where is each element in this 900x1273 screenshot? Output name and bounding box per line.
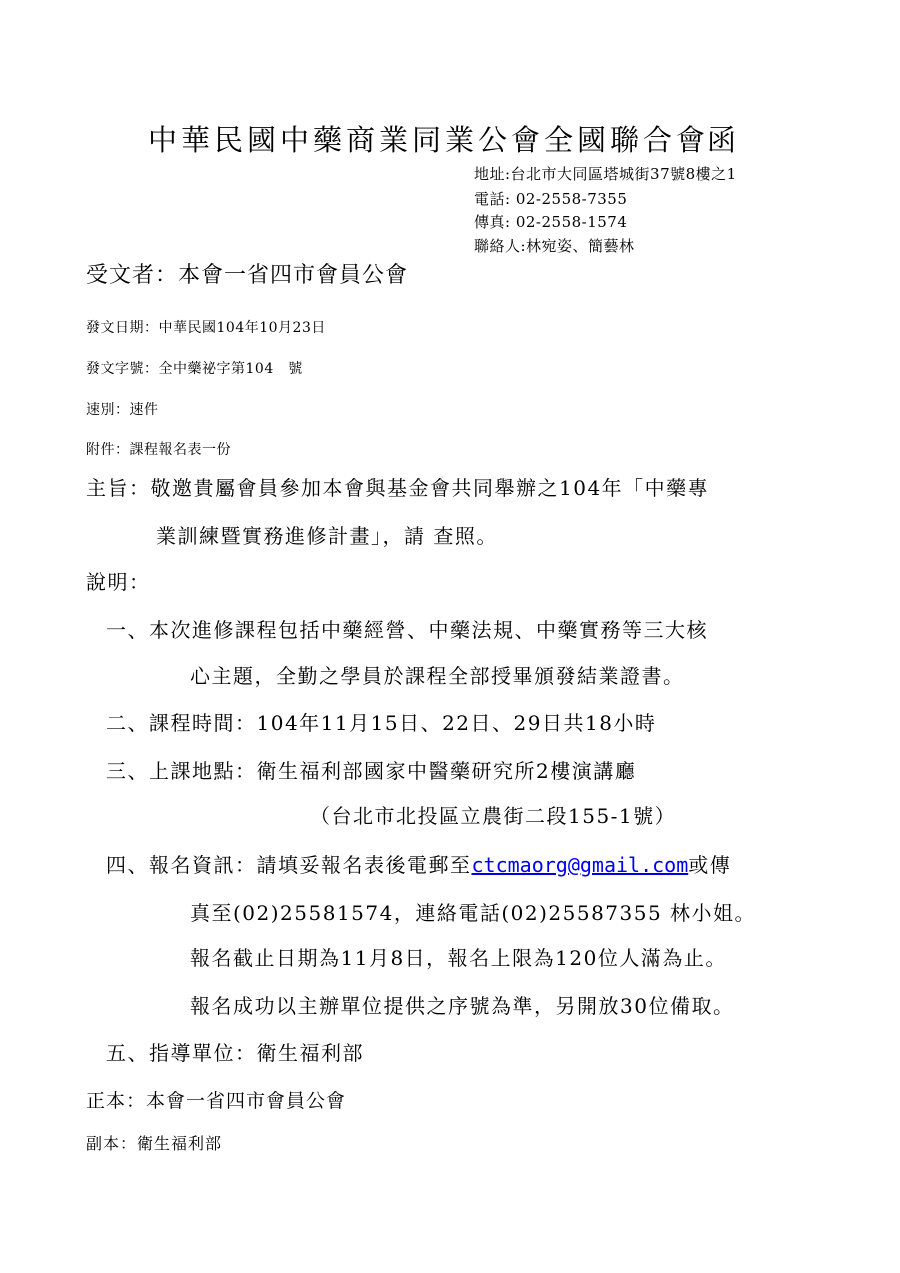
document-title: 中華民國中藥商業同業公會全國聯合會 [148, 123, 710, 157]
urgency-level: 速別：速件 [86, 402, 159, 418]
subject-line-1: 主旨：敬邀貴屬會員參加本會與基金會共同舉辦之104年「中藥專 [86, 476, 710, 500]
item-1-line-2: 心主題，全勤之學員於課程全部授畢頒發結業證書。 [190, 664, 685, 688]
duplicate-copy-line: 副本：衛生福利部 [86, 1134, 223, 1153]
item-3-line-1: 三、上課地點：衛生福利部國家中醫藥研究所2樓演講廳 [106, 759, 637, 783]
item-4-suffix: 或傳 [688, 853, 732, 877]
original-copy-line: 正本：本會一省四市會員公會 [86, 1090, 347, 1112]
item-1-line-1: 一、本次進修課程包括中藥經營、中藥法規、中藥實務等三大核 [106, 618, 708, 642]
contact-phone: 電話: 02-2558-7355 [474, 190, 628, 208]
item-2: 二、課程時間：104年11月15日、22日、29日共18小時 [106, 711, 657, 735]
item-4-line-4: 報名成功以主辦單位提供之序號為準，另開放30位備取。 [190, 994, 735, 1018]
item-5: 五、指導單位：衛生福利部 [106, 1041, 364, 1065]
contact-fax: 傳真: 02-2558-1574 [474, 213, 628, 231]
explanation-heading: 說明： [86, 570, 151, 594]
item-4-prefix: 四、報名資訊：請填妥報名表後電郵至 [106, 853, 472, 877]
subject-line-2: 業訓練暨實務進修計畫」，請 查照。 [156, 524, 498, 548]
item-4-line-1 [106, 849, 731, 878]
document-type-label: 函 [707, 123, 737, 157]
item-4-line-2: 真至(02)25581574，連絡電話(02)25587355 林小姐。 [190, 901, 757, 925]
contact-person: 聯絡人:林宛姿、簡藝林 [474, 237, 635, 255]
item-3-address: （台北市北投區立農街二段155-1號） [310, 804, 677, 828]
item-4-line-3: 報名截止日期為11月8日，報名上限為120位人滿為止。 [190, 946, 727, 970]
email-link[interactable]: ctcmaorg@gmail.com [471, 853, 689, 877]
issue-number: 發文字號：全中藥祕字第104 號 [86, 361, 303, 377]
recipient-line: 受文者：本會一省四市會員公會 [86, 263, 409, 288]
attachment-line: 附件：課程報名表一份 [86, 442, 231, 458]
issue-date: 發文日期：中華民國104年10月23日 [86, 320, 326, 336]
contact-address: 地址:台北市大同區塔城街37號8樓之1 [474, 165, 737, 183]
